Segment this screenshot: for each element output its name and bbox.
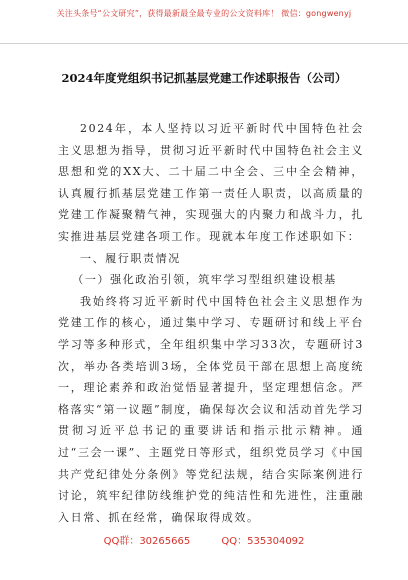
subsection-heading: （一）强化政治引领，筑牢学习型组织建设根基 <box>72 273 337 287</box>
footer-contact <box>0 532 408 547</box>
document-body <box>58 118 364 528</box>
body-paragraph: 我始终将习近平新时代中国特色社会主义思想作为党建工作的核心，通过集中学习、专题研讨和线上平台学习等多种形式，全年组织集中学习33次，专题研讨3次，举办各类培训3场，全体党员干部在思想上高度统一，理论素养和政治觉悟显著提升，坚定理想信念。严格落实“第一议题”制度，确保每次会议和活动首先学习贯彻习近平总书记的重要讲话和指示批示精神。通过“三会一课”、主题党日等形式，组织党员学习《中国共产党纪律处分条例》等党纪法规，结合实际案例进行讨论，筑牢纪律防线维护党的纯洁性和先进性，注重融入日常、抓在经常，确保取得成效。 <box>58 294 364 524</box>
header-divider <box>0 43 408 44</box>
intro-paragraph: 2024年，本人坚持以习近平新时代中国特色社会主义思想为指导，贯彻习近平新时代中国特色社会主义思想和党的XX大、二十届二中全会、三中全会精神，认真履行抓基层党建工作第一责任人职责，以高质量的党建工作凝聚精气神，实现强大的内聚力和战斗力，扎实推进基层党建各项工作。现就本年度工作述职如下： <box>58 122 364 243</box>
promo-banner: 关注头条号“公文研究”，获得最新最全最专业的公文资料库！ 微信：gongwenyj <box>56 9 352 18</box>
qq-group-number: QQ群：30265665 <box>103 536 191 547</box>
section-heading: 一、履行职责情况 <box>80 251 181 265</box>
document-title: 2024年度党组织书记抓基层党建工作述职报告（公司） <box>61 71 347 85</box>
qq-number: QQ：535304092 <box>221 536 305 547</box>
